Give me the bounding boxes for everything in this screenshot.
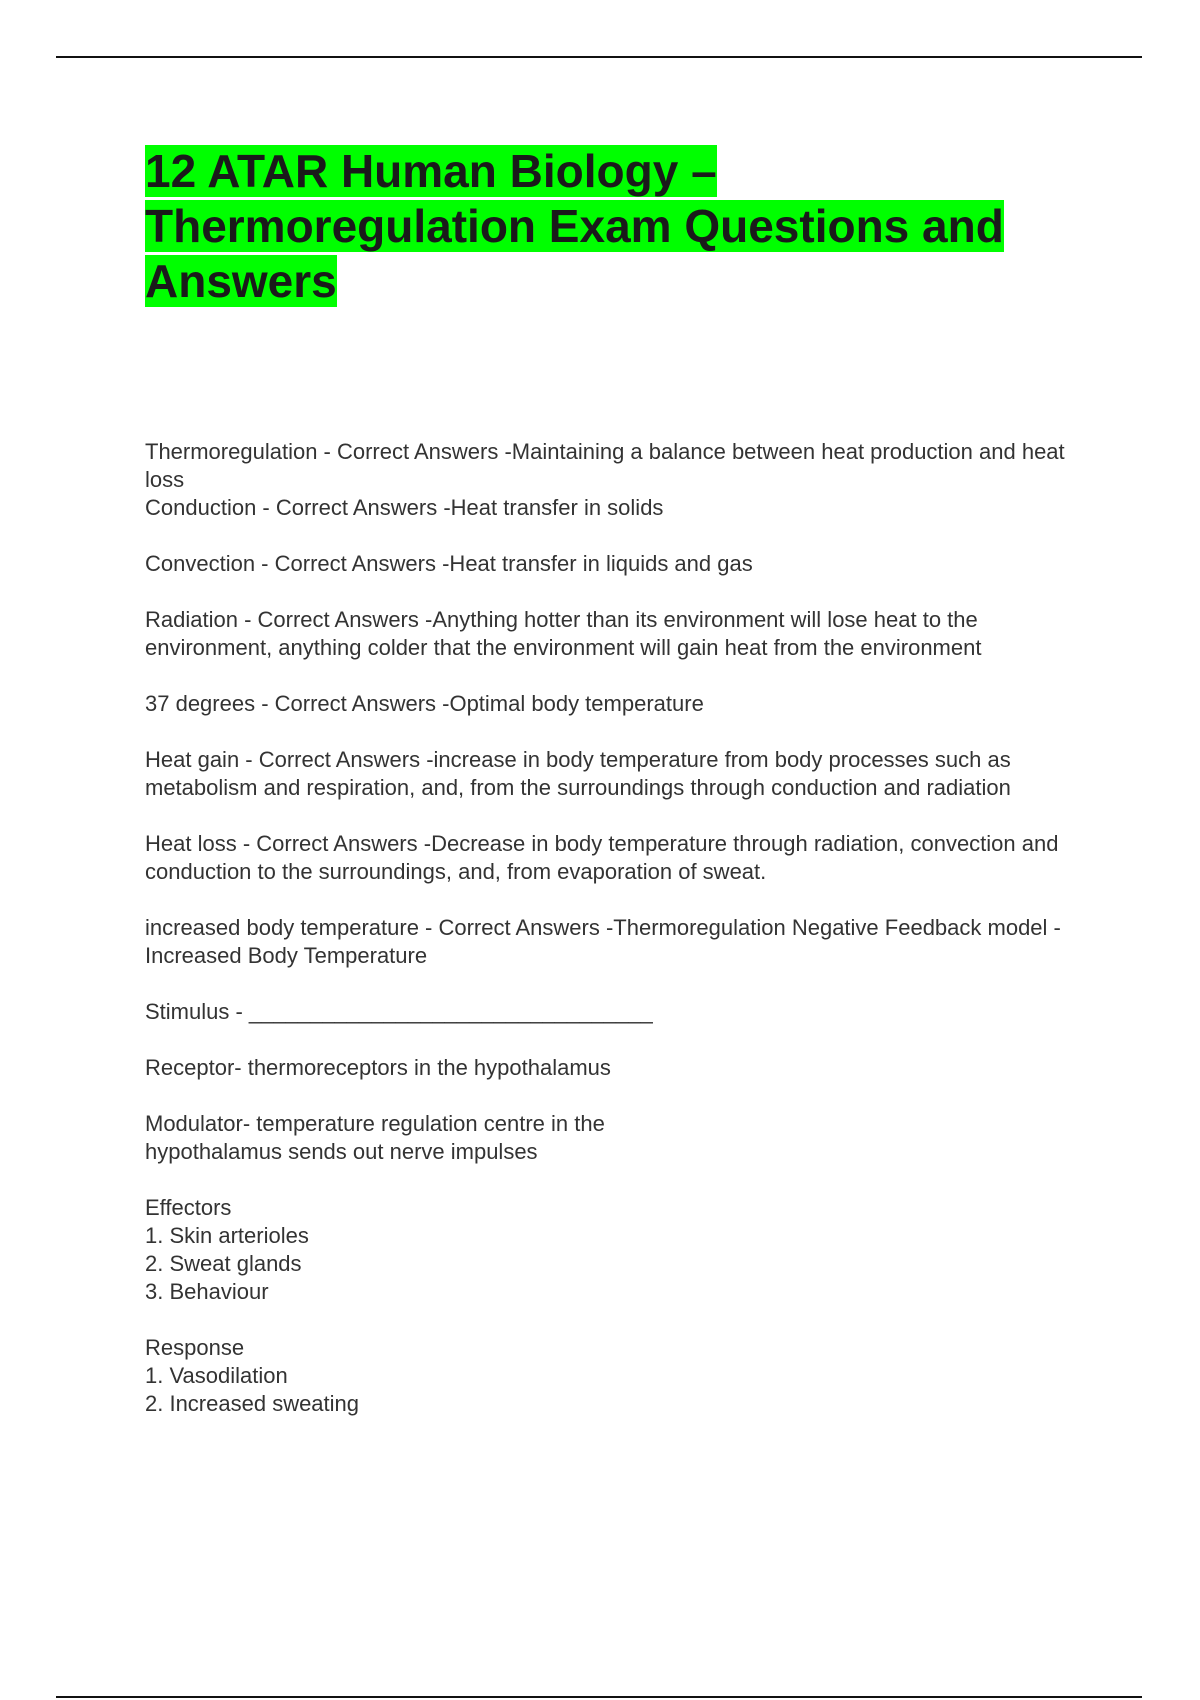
response-list: Response 1. Vasodilation 2. Increased sweating [145,1335,360,1416]
qa-entry: Radiation - Correct Answers -Anything hotter than its environment will lose heat to the environment, anything colder that the environment will gain heat from the environment [145,607,984,660]
modulator-line: Modulator- temperature regulation centre in the hypothalamus sends out nerve impulses [145,1111,605,1164]
receptor-line: Receptor- thermoreceptors in the hypothalamus [145,1055,611,1080]
effectors-list: Effectors 1. Skin arterioles 2. Sweat glands 3. Behaviour [145,1195,309,1304]
qa-entry: Conduction - Correct Answers -Heat transfer in solids [145,495,664,520]
qa-entry: Heat gain - Correct Answers -increase in body temperature from body processes such as metabolism and respiration, and, from the surroundings through conduction and radiation [145,747,1017,800]
qa-entry: Thermoregulation - Correct Answers -Maintaining a balance between heat production and heat loss [145,439,1071,492]
header-rule [56,56,1142,58]
document-title [145,144,1075,309]
qa-entry: 37 degrees - Correct Answers -Optimal body temperature [145,691,704,716]
qa-entry: Convection - Correct Answers -Heat transfer in liquids and gas [145,551,753,576]
qa-entry: increased body temperature - Correct Answers -Thermoregulation Negative Feedback model - Increased Body Temperature [145,915,1067,968]
document-body [145,144,1075,1418]
qa-list [145,438,1075,1418]
stimulus-line: Stimulus - _________________________________ [145,999,653,1024]
qa-entry: Heat loss - Correct Answers -Decrease in body temperature through radiation, convection and conduction to the surroundings, and, from evaporation of sweat. [145,831,1065,884]
footer-rule [56,1696,1142,1698]
title-highlight: 12 ATAR Human Biology – Thermoregulation Exam Questions and Answers [145,145,1004,307]
